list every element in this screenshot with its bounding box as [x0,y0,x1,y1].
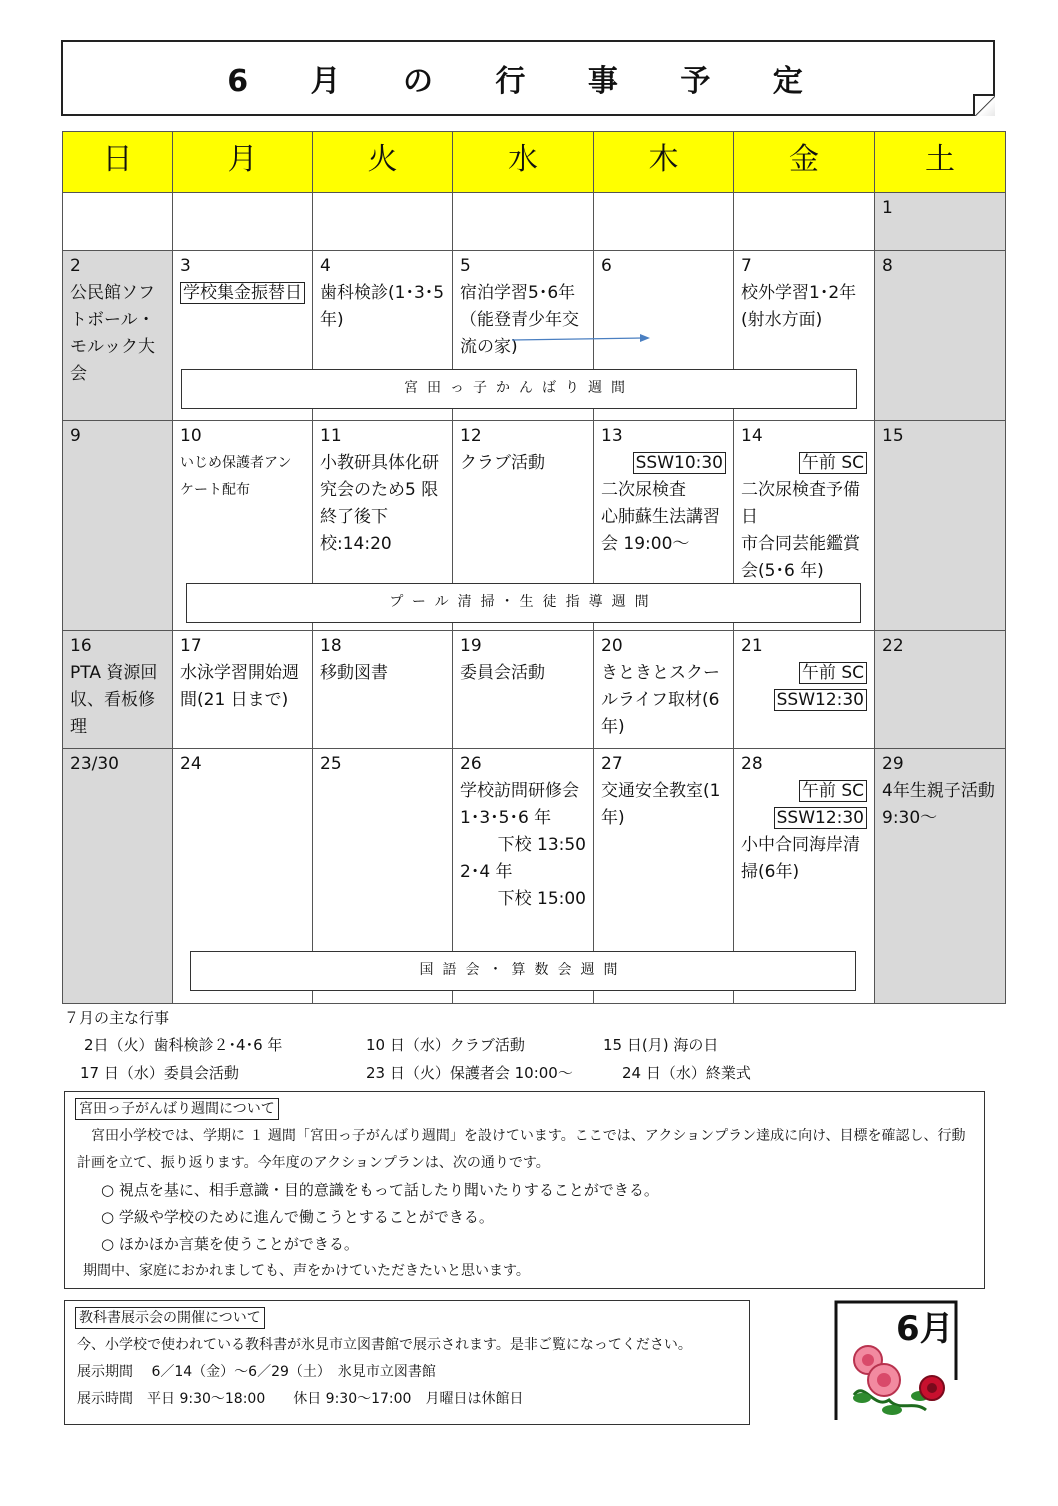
day-number: 15 [882,426,904,446]
day-cell-15 [874,420,1006,631]
event-text: クラブ活動 [460,453,545,473]
day-number: 4 [320,256,331,276]
weekday-thu: 木 [593,131,734,193]
event-box: 学校集金振替日 [180,282,305,304]
day-number: 17 [180,636,202,656]
title-frame [61,40,995,116]
event-text: 学校訪問研修会 [460,781,579,801]
exhibit-period: 展示期間 6／14（金）～6／29（土） 氷見市立図書館 [77,1364,436,1380]
event-box: 午前 SC [799,662,867,684]
event-text: 小中合同海岸清掃(6年) [741,835,860,882]
day-number: 16 [70,636,92,656]
event-text: 小教研具体化研究会のため5 限終了後下校:14:20 [320,453,439,554]
page-curl-decoration [973,94,995,116]
week-banner-ganbari: 宮田っ子かんばり週間 [181,369,857,409]
day-number: 5 [460,256,471,276]
july-heading: ７月の主な行事 [64,1009,170,1027]
event-text: 二次尿検査予備日 [741,480,860,527]
event-text: 二次尿検査 [601,480,686,500]
day-cell-1 [874,192,1006,251]
day-number: 12 [460,426,482,446]
paragraph: 期間中、家庭におかれましても、声をかけていただきたいと思います。 [83,1263,530,1279]
day-number: 21 [741,636,763,656]
day-number: 6 [601,256,612,276]
bullet-item: ○ ほかほか言葉を使うことができる。 [101,1235,359,1253]
paragraph: 今、小学校で使われている教科書が氷見市立図書館で展示されます。是非ご覧になってください。 [77,1337,692,1353]
day-number: 29 [882,754,904,774]
event-box: SSW12:30 [774,807,867,829]
weekday-mon: 月 [172,131,313,193]
july-event: 10 日（水）クラブ活動 [366,1036,525,1054]
july-event: 17 日（水）委員会活動 [80,1064,239,1082]
event-text: 公民館ソフトボール・モルック大会 [70,283,155,384]
day-number: 11 [320,426,342,446]
event-text: 4年生親子活動 9:30～ [882,781,995,828]
day-cell-22 [874,630,1006,749]
ganbari-section [64,1091,985,1289]
july-event: 23 日（火）保護者会 10:00～ [366,1064,573,1082]
weekday-fri: 金 [733,131,875,193]
day-number: 7 [741,256,752,276]
day-number: 25 [320,754,342,774]
day-cell-empty [593,192,734,251]
event-text: 市合同芸能鑑賞会(5･6 年) [741,534,860,581]
week-banner-kokugo: 国語会・算数会週間 [190,951,856,991]
bullet-item: ○ 視点を基に、相手意識・目的意識をもって話したり聞いたりすることができる。 [101,1181,659,1199]
exhibit-hours: 展示時間 平日 9:30～18:00 休日 9:30～17:00 月曜日は休館日 [77,1391,524,1407]
july-event: 2日（火）歯科検診２･4･6 年 [84,1036,283,1054]
event-text: いじめ保護者アンケート配布 [180,455,292,498]
day-cell-23-30 [62,748,173,1004]
section-heading: 宮田っ子がんばり週間について [75,1098,279,1120]
week-banner-pool: プール清掃･生徒指導週間 [186,583,861,623]
weekday-wed: 水 [452,131,594,193]
event-text: PTA 資源回収、看板修理 [70,663,158,737]
day-cell-16 [62,630,173,749]
paragraph: 宮田小学校では、学期に １ 週間「宮田っ子がんばり週間」を設けています。ここでは、アクションプラン達成に向け、目標を確認し、行動計画を立て、振り返ります。今年度のアクションプランは、次の通りです。 [77,1128,966,1171]
event-text: 下校 15:00 [497,889,586,909]
day-cell-empty [62,192,173,251]
day-number: 8 [882,256,893,276]
day-number: 22 [882,636,904,656]
day-cell-2 [62,250,173,421]
day-number: 3 [180,256,191,276]
event-box: 午前 SC [799,780,867,802]
day-number: 14 [741,426,763,446]
page-title: 6 月 の 行 事 予 定 [227,64,829,99]
day-number: 18 [320,636,342,656]
event-text: 宿泊学習5･6年（能登青少年交流の家) [460,283,579,357]
day-cell-18 [312,630,453,749]
day-number: 9 [70,426,81,446]
day-number: 1 [882,198,893,218]
month-logo [834,1300,958,1428]
textbook-section [64,1300,750,1425]
day-number: 13 [601,426,623,446]
event-text: 委員会活動 [460,663,545,683]
day-cell-29 [874,748,1006,1004]
day-number: 24 [180,754,202,774]
bullet-item: ○ 学級や学校のために進んで働こうとすることができる。 [101,1208,494,1226]
day-cell-8 [874,250,1006,421]
event-text: 2･4 年 [460,862,513,882]
day-number: 10 [180,426,202,446]
day-number: 2 [70,256,81,276]
logo-month-text: 6月 [896,1309,954,1349]
day-cell-20 [593,630,734,749]
day-number: 28 [741,754,763,774]
day-cell-empty [733,192,875,251]
event-box: 午前 SC [799,452,867,474]
rose-illustration-icon [834,1300,958,1428]
day-number: 23/30 [70,754,119,774]
day-cell-empty [452,192,594,251]
continuation-arrow-icon [512,334,650,346]
day-cell-9 [62,420,173,631]
day-cell-19 [452,630,594,749]
event-text: 水泳学習開始週間(21 日まで) [180,663,299,710]
day-number: 19 [460,636,482,656]
day-number: 20 [601,636,623,656]
day-cell-empty [172,192,313,251]
calendar [62,131,1006,1004]
weekday-sun: 日 [62,131,173,193]
day-cell-empty [312,192,453,251]
july-event: 15 日(月) 海の日 [603,1036,719,1054]
event-text: 心肺蘇生法講習会 19:00～ [601,507,720,554]
day-number: 27 [601,754,623,774]
event-text: 移動図書 [320,663,388,683]
event-text: 下校 13:50 [497,835,586,855]
day-number: 26 [460,754,482,774]
section-heading: 教科書展示会の開催について [75,1307,265,1329]
july-event: 24 日（水）終業式 [622,1064,751,1082]
event-text: 校外学習1･2年(射水方面) [741,283,857,330]
day-cell-17 [172,630,313,749]
event-box: SSW12:30 [774,689,867,711]
event-box: SSW10:30 [633,452,726,474]
event-text: 歯科検診(1･3･5 年) [320,283,445,330]
event-text: きときとスクールライフ取材(6年) [601,663,720,737]
day-cell-21 [733,630,875,749]
weekday-tue: 火 [312,131,453,193]
weekday-sat: 土 [874,131,1006,193]
event-text: 交通安全教室(1年) [601,781,721,828]
event-text: 1･3･5･6 年 [460,808,552,828]
